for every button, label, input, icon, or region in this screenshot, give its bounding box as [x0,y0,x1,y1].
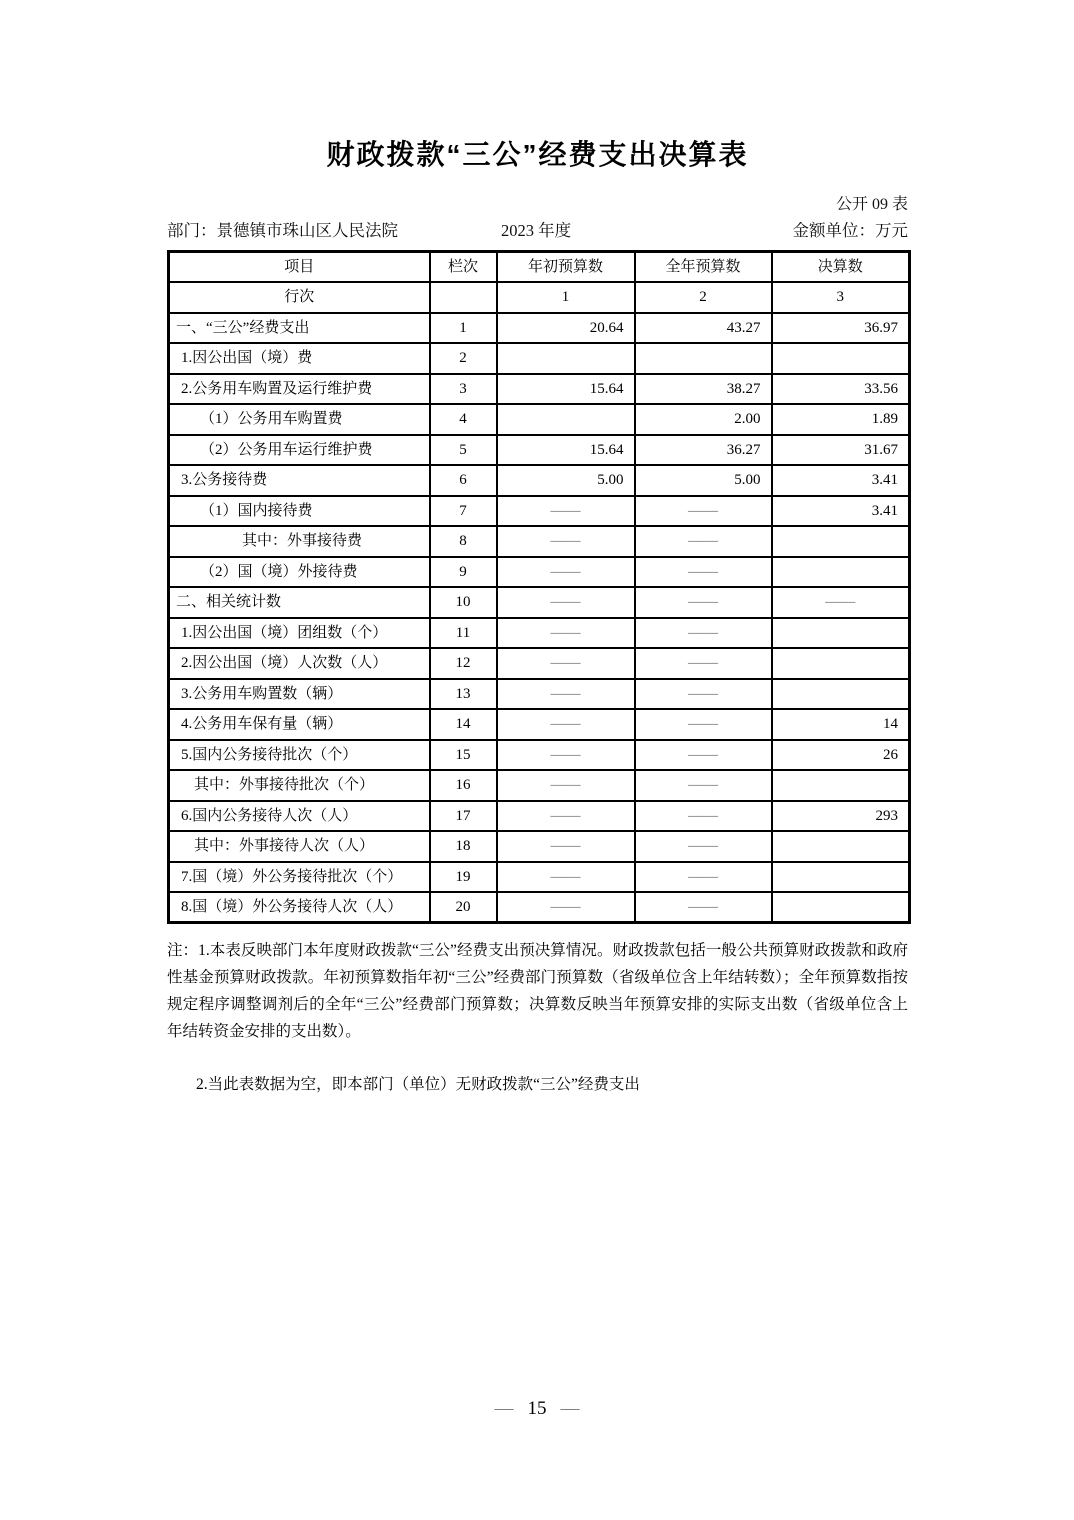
cell-annual-budget: —— [635,557,772,588]
page-number [0,1398,1074,1420]
cell-final-accounts [772,557,910,588]
row-item-label: 其中：外事接待人次（人） [169,831,430,862]
subheader-line-label: 行次 [169,282,430,313]
table-row [169,526,910,557]
fiscal-year-label: 2023 年度 [501,221,572,240]
cell-initial-budget: —— [497,862,635,893]
cell-annual-budget: —— [635,587,772,618]
cell-initial-budget: —— [497,801,635,832]
page-number-dash-left: — [494,1398,514,1419]
row-item-label: 5.国内公务接待批次（个） [169,740,430,771]
cell-annual-budget: 2.00 [635,404,772,435]
row-line-number: 12 [430,648,497,679]
row-item-label: 4.公务用车保有量（辆） [169,709,430,740]
table-row [169,404,910,435]
row-item-label: 1.因公出国（境）费 [169,343,430,374]
cell-final-accounts [772,862,910,893]
subheader-col-1: 1 [497,282,635,313]
table-row [169,496,910,527]
cell-initial-budget: —— [497,831,635,862]
table-row [169,374,910,405]
table-body [169,313,910,923]
table-row [169,313,910,344]
table-row [169,618,910,649]
table-row [169,709,910,740]
column-header-annual-budget: 全年预算数 [635,252,772,283]
cell-annual-budget: —— [635,892,772,923]
cell-initial-budget: —— [497,648,635,679]
cell-annual-budget: —— [635,709,772,740]
table-row [169,740,910,771]
three-public-expense-table [167,250,911,924]
cell-final-accounts: 293 [772,801,910,832]
cell-initial-budget: —— [497,526,635,557]
table-row [169,557,910,588]
table-row [169,801,910,832]
cell-initial-budget: 5.00 [497,465,635,496]
cell-final-accounts [772,618,910,649]
cell-initial-budget: 15.64 [497,435,635,466]
cell-annual-budget: —— [635,770,772,801]
cell-annual-budget: —— [635,496,772,527]
table-row [169,679,910,710]
cell-initial-budget: 15.64 [497,374,635,405]
cell-initial-budget: —— [497,587,635,618]
table-row [169,648,910,679]
row-item-label: 二、相关统计数 [169,587,430,618]
row-line-number: 15 [430,740,497,771]
table-row [169,892,910,923]
row-item-label: （1）公务用车购置费 [169,404,430,435]
cell-initial-budget: —— [497,618,635,649]
row-line-number: 8 [430,526,497,557]
cell-initial-budget: —— [497,557,635,588]
row-item-label: （2）国（境）外接待费 [169,557,430,588]
row-item-label: 6.国内公务接待人次（人） [169,801,430,832]
row-line-number: 9 [430,557,497,588]
page-title: 财政拨款“三公”经费支出决算表 [326,139,749,170]
cell-final-accounts: 31.67 [772,435,910,466]
cell-final-accounts: 36.97 [772,313,910,344]
cell-final-accounts: 33.56 [772,374,910,405]
department-label: 部门：景德镇市珠山区人民法院 [167,221,398,240]
meta-row [167,220,908,242]
note-1: 注：1.本表反映部门本年度财政拨款“三公”经费支出预决算情况。财政拨款包括一般公共预算财政拨款和政府性基金预算财政拨款。年初预算数指年初“三公”经费部门预算数（省级单位含上年结转数）；全年预算数指按规定程序调整调剂后的全年“三公”经费部门预算数；决算数反映当年预算安排的实际支出数（省级单位含上年结转资金安排的支出数）。 [167,942,908,1040]
cell-final-accounts: 3.41 [772,496,910,527]
row-line-number: 17 [430,801,497,832]
row-line-number: 6 [430,465,497,496]
row-line-number: 11 [430,618,497,649]
cell-initial-budget [497,404,635,435]
note-2: 2.当此表数据为空，即本部门（单位）无财政拨款“三公”经费支出 [196,1076,640,1093]
cell-initial-budget [497,343,635,374]
row-line-number: 16 [430,770,497,801]
amount-unit-label: 金额单位：万元 [792,221,908,240]
cell-initial-budget: —— [497,496,635,527]
cell-initial-budget: —— [497,892,635,923]
table-row [169,343,910,374]
cell-initial-budget: —— [497,679,635,710]
row-line-number: 14 [430,709,497,740]
cell-final-accounts: —— [772,587,910,618]
cell-annual-budget: 43.27 [635,313,772,344]
table-row [169,435,910,466]
cell-initial-budget: —— [497,740,635,771]
cell-annual-budget: 38.27 [635,374,772,405]
doc-form-label: 公开 09 表 [835,196,908,213]
cell-annual-budget: —— [635,831,772,862]
row-line-number: 20 [430,892,497,923]
row-line-number: 18 [430,831,497,862]
row-line-number: 5 [430,435,497,466]
cell-annual-budget: —— [635,862,772,893]
cell-final-accounts: 26 [772,740,910,771]
row-item-label: 3.公务用车购置数（辆） [169,679,430,710]
cell-final-accounts [772,831,910,862]
row-item-label: 7.国（境）外公务接待批次（个） [169,862,430,893]
notes-section [167,937,908,1098]
cell-annual-budget: —— [635,526,772,557]
page-number-value: 15 [527,1398,547,1419]
table-row [169,831,910,862]
column-header-initial-budget: 年初预算数 [497,252,635,283]
cell-annual-budget: —— [635,618,772,649]
row-item-label: 其中：外事接待批次（个） [169,770,430,801]
table-row [169,587,910,618]
row-item-label: 一、“三公”经费支出 [169,313,430,344]
row-line-number: 3 [430,374,497,405]
row-line-number: 4 [430,404,497,435]
table-subheader-row [169,282,910,313]
row-line-number: 7 [430,496,497,527]
row-item-label: 1.因公出国（境）团组数（个） [169,618,430,649]
cell-initial-budget: —— [497,770,635,801]
subheader-col-3: 3 [772,282,910,313]
cell-final-accounts [772,343,910,374]
row-line-number: 2 [430,343,497,374]
row-line-number: 10 [430,587,497,618]
cell-annual-budget: —— [635,801,772,832]
cell-annual-budget: —— [635,740,772,771]
column-header-final-accounts: 决算数 [772,252,910,283]
cell-annual-budget: —— [635,648,772,679]
row-item-label: 2.因公出国（境）人次数（人） [169,648,430,679]
column-header-column-no: 栏次 [430,252,497,283]
cell-final-accounts [772,770,910,801]
row-line-number: 19 [430,862,497,893]
page-number-dash-right: — [560,1398,580,1419]
cell-initial-budget: 20.64 [497,313,635,344]
row-item-label: 2.公务用车购置及运行维护费 [169,374,430,405]
column-header-item: 项目 [169,252,430,283]
cell-initial-budget: —— [497,709,635,740]
row-item-label: 8.国（境）外公务接待人次（人） [169,892,430,923]
cell-annual-budget: 36.27 [635,435,772,466]
cell-final-accounts [772,526,910,557]
table-header-row [169,252,910,283]
cell-annual-budget: 5.00 [635,465,772,496]
cell-final-accounts [772,679,910,710]
row-line-number: 1 [430,313,497,344]
cell-final-accounts: 14 [772,709,910,740]
cell-annual-budget [635,343,772,374]
row-item-label: 其中：外事接待费 [169,526,430,557]
cell-final-accounts [772,648,910,679]
row-item-label: 3.公务接待费 [169,465,430,496]
table-row [169,465,910,496]
row-item-label: （2）公务用车运行维护费 [169,435,430,466]
table-row [169,770,910,801]
row-item-label: （1）国内接待费 [169,496,430,527]
cell-final-accounts [772,892,910,923]
cell-annual-budget: —— [635,679,772,710]
cell-final-accounts: 3.41 [772,465,910,496]
row-line-number: 13 [430,679,497,710]
subheader-blank-cell [430,282,497,313]
table-row [169,862,910,893]
cell-final-accounts: 1.89 [772,404,910,435]
subheader-col-2: 2 [635,282,772,313]
